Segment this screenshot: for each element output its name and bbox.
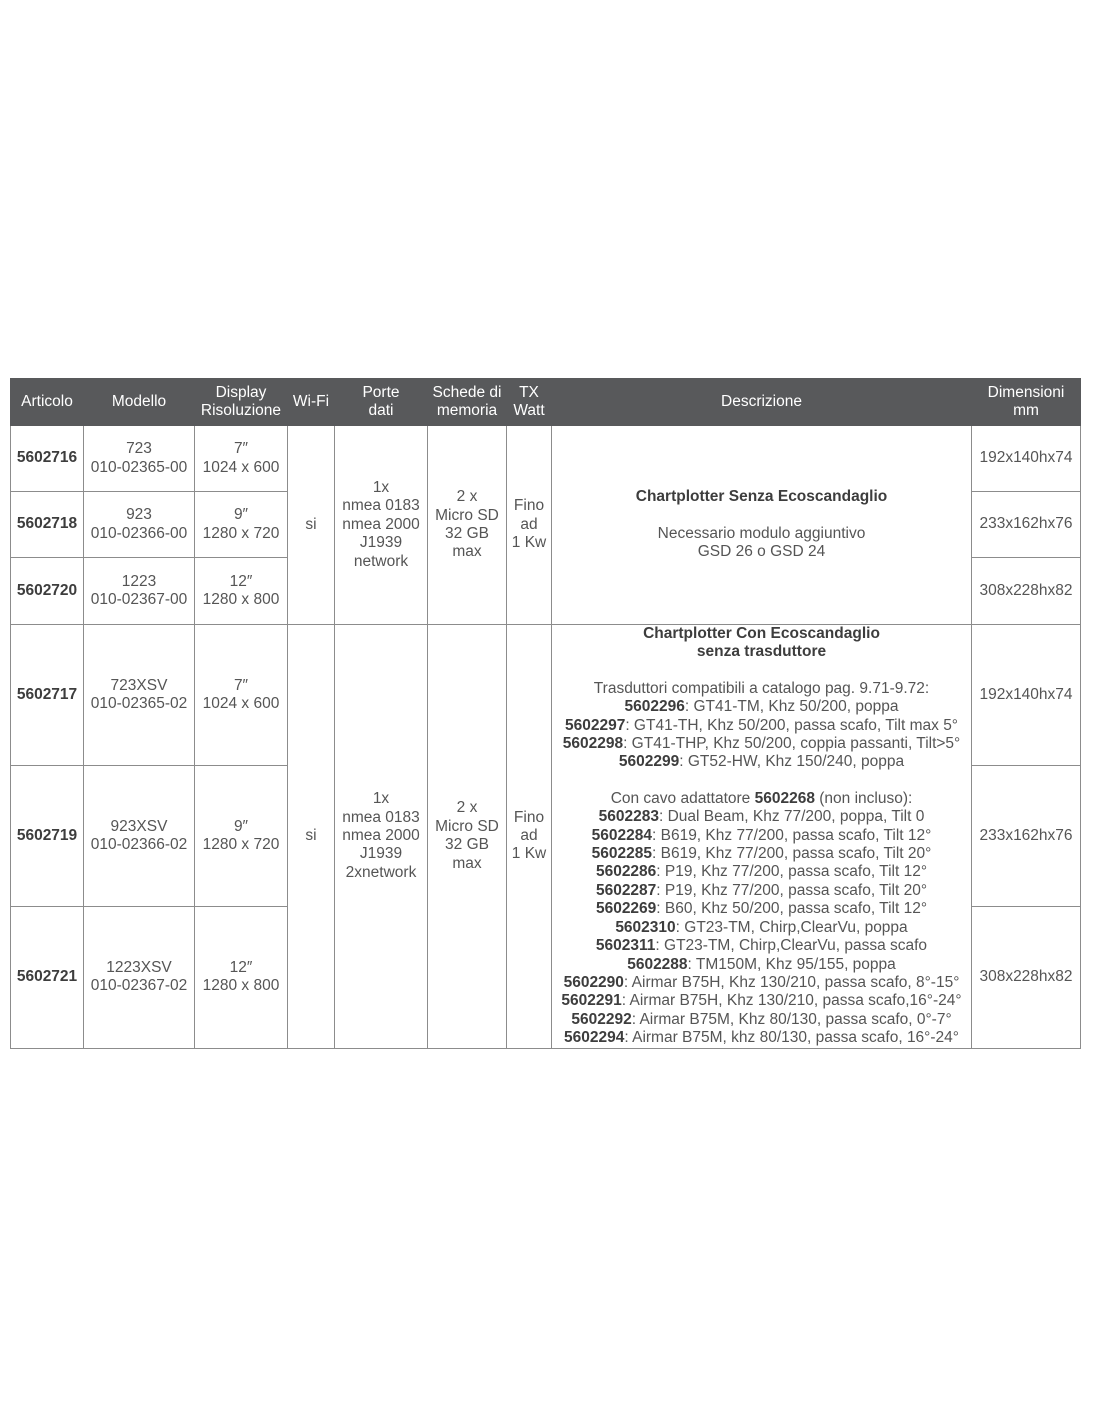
header-tx: TX Watt: [507, 379, 552, 426]
transducer-text: : P19, Khz 77/200, passa scafo, Tilt 12°: [656, 863, 928, 881]
transducer-code: 5602292: [571, 1010, 632, 1028]
transducer-item: [554, 827, 969, 845]
adapter-transducer-list: [554, 808, 969, 1047]
articolo-cell: 5602716: [11, 426, 84, 492]
transducer-text: : Airmar B75M, khz 80/130, passa scafo, 16°-24°: [624, 1029, 959, 1047]
transducer-text: : B619, Khz 77/200, passa scafo, Tilt 12°: [652, 826, 932, 844]
modello-cell: 1223XSV 010-02367-02: [84, 907, 195, 1048]
desc-title: Chartplotter Senza Ecoscandaglio: [635, 488, 888, 506]
transducer-item: [554, 845, 969, 863]
transducer-item: [554, 717, 969, 735]
schede-cell: 2 x Micro SD 32 GB max: [428, 426, 507, 625]
modello-cell: 923 010-02366-00: [84, 492, 195, 558]
transducer-text: : Dual Beam, Khz 77/200, poppa, Tilt 0: [658, 808, 925, 826]
modello-cell: 723 010-02365-00: [84, 426, 195, 492]
transducer-item: [554, 956, 969, 974]
wifi-cell: si: [288, 426, 335, 625]
table-row: [11, 625, 1081, 766]
articolo-cell: 5602720: [11, 558, 84, 625]
transducer-item: [554, 974, 969, 992]
articolo-cell: 5602718: [11, 492, 84, 558]
transducer-item: [554, 900, 969, 918]
transducer-item: [554, 1029, 969, 1047]
dimensioni-cell: 308x228hx82: [972, 558, 1081, 625]
display-cell: 9″ 1280 x 720: [195, 492, 288, 558]
header-wifi: Wi-Fi: [288, 379, 335, 426]
transducer-code: 5602290: [563, 973, 624, 991]
dimensioni-cell: 233x162hx76: [972, 492, 1081, 558]
header-display: Display Risoluzione: [195, 379, 288, 426]
desc-subtitle: senza trasduttore: [696, 643, 827, 661]
transducer-text: : Airmar B75H, Khz 130/210, passa scafo, 8°-15°: [623, 973, 960, 991]
display-cell: 12″ 1280 x 800: [195, 558, 288, 625]
header-schede: Schede di memoria: [428, 379, 507, 426]
transducer-code: 5602310: [615, 918, 676, 936]
transducer-code: 5602287: [595, 881, 657, 899]
porte-cell: 1x nmea 0183 nmea 2000 J1939 2xnetwork: [335, 625, 428, 1049]
modello-cell: 723XSV 010-02365-02: [84, 625, 195, 766]
transducer-code: 5602288: [627, 955, 688, 973]
header-articolo: Articolo: [11, 379, 84, 426]
tx-cell: Fino ad 1 Kw: [507, 625, 552, 1049]
descrizione-cell: [552, 625, 972, 1049]
header-descrizione: Descrizione: [552, 379, 972, 426]
transducer-item: [554, 753, 969, 771]
articolo-cell: 5602721: [11, 907, 84, 1048]
dimensioni-cell: 192x140hx74: [972, 625, 1081, 766]
transducer-text: : P19, Khz 77/200, passa scafo, Tilt 20°: [656, 881, 928, 899]
transducer-code: 5602286: [595, 863, 657, 881]
transducer-item: [554, 808, 969, 826]
dimensioni-cell: 308x228hx82: [972, 907, 1081, 1048]
descrizione-cell: Chartplotter Senza Ecoscandaglio Necessario modulo aggiuntivo GSD 26 o GSD 24: [552, 426, 972, 625]
modello-cell: 1223 010-02367-00: [84, 558, 195, 625]
table-row: [11, 426, 1081, 492]
transducer-code: 5602284: [591, 826, 652, 844]
transducer-code: 5602283: [598, 808, 659, 826]
transducer-text: : Airmar B75H, Khz 130/210, passa scafo,16°-24°: [621, 992, 962, 1010]
header-modello: Modello: [84, 379, 195, 426]
display-cell: 12″ 1280 x 800: [195, 907, 288, 1048]
transducer-text: : GT41-TH, Khz 50/200, passa scafo, Tilt max 5°: [625, 716, 959, 734]
porte-cell: 1x nmea 0183 nmea 2000 J1939 network: [335, 426, 428, 625]
transducer-text: : GT41-TM, Khz 50/200, poppa: [684, 698, 899, 716]
transducer-code: 5602296: [624, 698, 685, 716]
transducer-code: 5602269: [595, 900, 657, 918]
modello-cell: 923XSV 010-02366-02: [84, 766, 195, 907]
header-row: [11, 379, 1081, 426]
header-porte: Porte dati: [335, 379, 428, 426]
transducer-code: 5602294: [564, 1029, 625, 1047]
dimensioni-cell: 233x162hx76: [972, 766, 1081, 907]
articolo-cell: 5602719: [11, 766, 84, 907]
transducer-text: : B619, Khz 77/200, passa scafo, Tilt 20°: [652, 845, 932, 863]
desc-title: Chartplotter Con Ecoscandaglio: [643, 625, 880, 642]
header-dimensioni: Dimensioni mm: [972, 379, 1081, 426]
transducer-item: [554, 735, 969, 753]
transducer-text: : B60, Khz 50/200, passa scafo, Tilt 12°: [656, 900, 928, 918]
transducer-text: : Airmar B75M, Khz 80/130, passa scafo, 0°-7°: [631, 1010, 952, 1028]
transducer-text: : GT23-TM, Chirp,ClearVu, passa scafo: [655, 937, 928, 955]
transducer-text: : GT52-HW, Khz 150/240, poppa: [679, 753, 905, 771]
transducer-item: [554, 698, 969, 716]
spec-table: [10, 378, 1081, 1049]
compatible-transducer-list: [554, 698, 969, 772]
transducer-item: [554, 919, 969, 937]
transducer-code: 5602291: [561, 992, 622, 1010]
compat-intro: Trasduttori compatibili a catalogo pag. 9.71-9.72:: [593, 679, 930, 697]
transducer-code: 5602285: [591, 845, 652, 863]
transducer-code: 5602299: [618, 753, 680, 771]
dimensioni-cell: 192x140hx74: [972, 426, 1081, 492]
transducer-item: [554, 937, 969, 955]
wifi-cell: si: [288, 625, 335, 1049]
display-cell: 7″ 1024 x 600: [195, 426, 288, 492]
transducer-item: [554, 1011, 969, 1029]
transducer-text: : GT41-THP, Khz 50/200, coppia passanti, Tilt>5°: [623, 735, 961, 753]
display-cell: 7″ 1024 x 600: [195, 625, 288, 766]
adapter-intro: Con cavo adattatore 5602268 (non incluso):: [610, 789, 913, 807]
transducer-code: 5602311: [595, 937, 656, 955]
transducer-code: 5602298: [562, 735, 624, 753]
transducer-item: [554, 863, 969, 881]
transducer-text: : GT23-TM, Chirp,ClearVu, poppa: [675, 918, 908, 936]
transducer-item: [554, 992, 969, 1010]
articolo-cell: 5602717: [11, 625, 84, 766]
transducer-text: : TM150M, Khz 95/155, poppa: [687, 955, 896, 973]
display-cell: 9″ 1280 x 720: [195, 766, 288, 907]
transducer-code: 5602297: [564, 716, 626, 734]
schede-cell: 2 x Micro SD 32 GB max: [428, 625, 507, 1049]
transducer-item: [554, 882, 969, 900]
tx-cell: Fino ad 1 Kw: [507, 426, 552, 625]
